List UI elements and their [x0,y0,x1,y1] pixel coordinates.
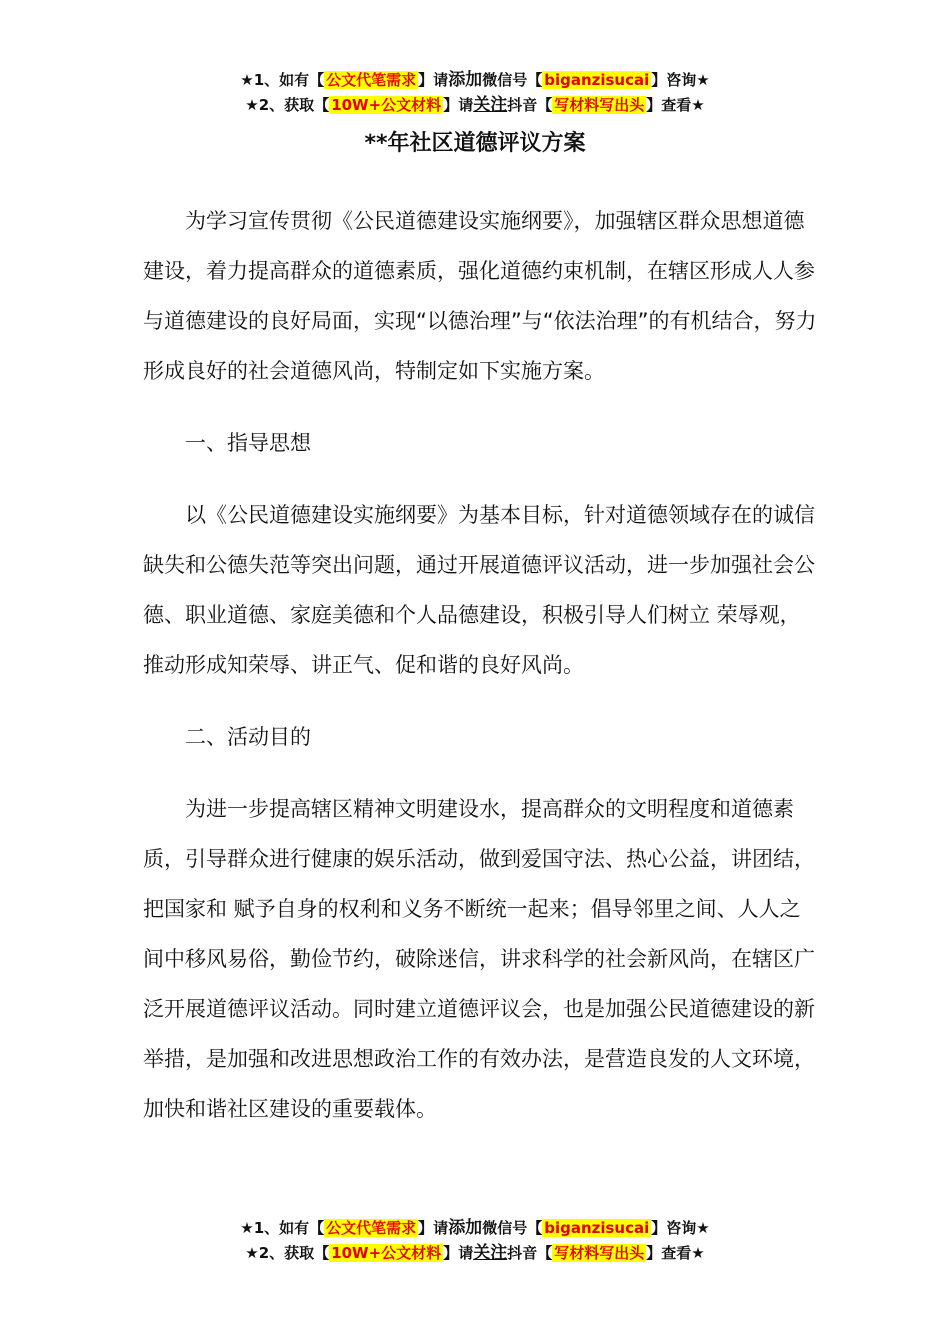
promo-text: 抖音【 [507,1244,553,1262]
document-body [143,196,818,1134]
promo-text: ★2、获取【 [245,96,330,114]
highlight-materials: 10W+公文材料 [331,1244,442,1262]
promo-text: 】请 [443,96,474,114]
promo-banner-top [0,68,950,118]
promo-text: 】请 [418,1219,449,1237]
promo-text: 】查看★ [646,1244,705,1262]
highlight-materials: 10W+公文材料 [331,96,442,114]
promo-text: 】查看★ [646,96,705,114]
highlight-service: 公文代笔需求 [326,1219,417,1237]
promo-emphasis: 关注 [473,1243,508,1263]
promo-text: 】请 [418,71,449,89]
promo-emphasis: 添加 [448,1218,483,1238]
promo-text: ★1、如有【 [240,71,325,89]
promo-line-1 [0,68,950,93]
promo-text: 】咨询★ [651,1219,710,1237]
promo-text: ★1、如有【 [240,1219,325,1237]
section-body-activity-purpose: 为进一步提高辖区精神文明建设水，提高群众的文明程度和道德素质，引导群众进行健康的娱乐活动，做到爱国守法、热心公益，讲团结，把国家和 赋予自身的权利和义务不断统一起来；倡导邻里之间、人人之间中移风易俗，勤俭节约，破除迷信，讲求科学的社会新风尚，在辖区广泛开展道德评议活动。同时建立道德评议会，也是加强公民道德建设的新举措，是加强和改进思想政治工作的有效办法，是营造良发的人文环境，加快和谐社区建设的重要载体。 [143,797,815,1121]
promo-banner-bottom [0,1216,950,1266]
promo-line-2 [0,93,950,118]
promo-text: 微信号【 [482,71,543,89]
promo-line-1 [0,1216,950,1241]
section-heading-activity-purpose: 二、活动目的 [185,725,311,749]
promo-emphasis: 添加 [448,70,483,90]
intro-paragraph: 为学习宣传贯彻《公民道德建设实施纲要》，加强辖区群众思想道德建设，着力提高群众的道德素质，强化道德约束机制，在辖区形成人人参与道德建设的良好局面，实现“以德治理”与“依法治理”的有机结合，努力形成良好的社会道德风尚，特制定如下实施方案。 [143,209,817,383]
highlight-wechat-id: biganzisucai [544,71,650,89]
highlight-wechat-id: biganzisucai [544,1219,650,1237]
promo-text: ★2、获取【 [245,1244,330,1262]
promo-text: 】请 [443,1244,474,1262]
document-title: **年社区道德评议方案 [364,131,586,156]
section-body-guiding-ideology: 以《公民道德建设实施纲要》为基本目标，针对道德领域存在的诚信缺失和公德失范等突出问题，通过开展道德评议活动，进一步加强社会公德、职业道德、家庭美德和个人品德建设，积极引导人们树立 荣辱观，推动形成知荣辱、讲正气、促和谐的良好风尚。 [143,503,815,677]
section-heading-guiding-ideology: 一、指导思想 [185,431,311,455]
highlight-douyin-id: 写材料写出头 [554,1244,645,1262]
promo-line-2 [0,1241,950,1266]
promo-text: 微信号【 [482,1219,543,1237]
promo-text: 抖音【 [507,96,553,114]
highlight-douyin-id: 写材料写出头 [554,96,645,114]
promo-emphasis: 关注 [473,95,508,115]
highlight-service: 公文代笔需求 [326,71,417,89]
promo-text: 】咨询★ [651,71,710,89]
